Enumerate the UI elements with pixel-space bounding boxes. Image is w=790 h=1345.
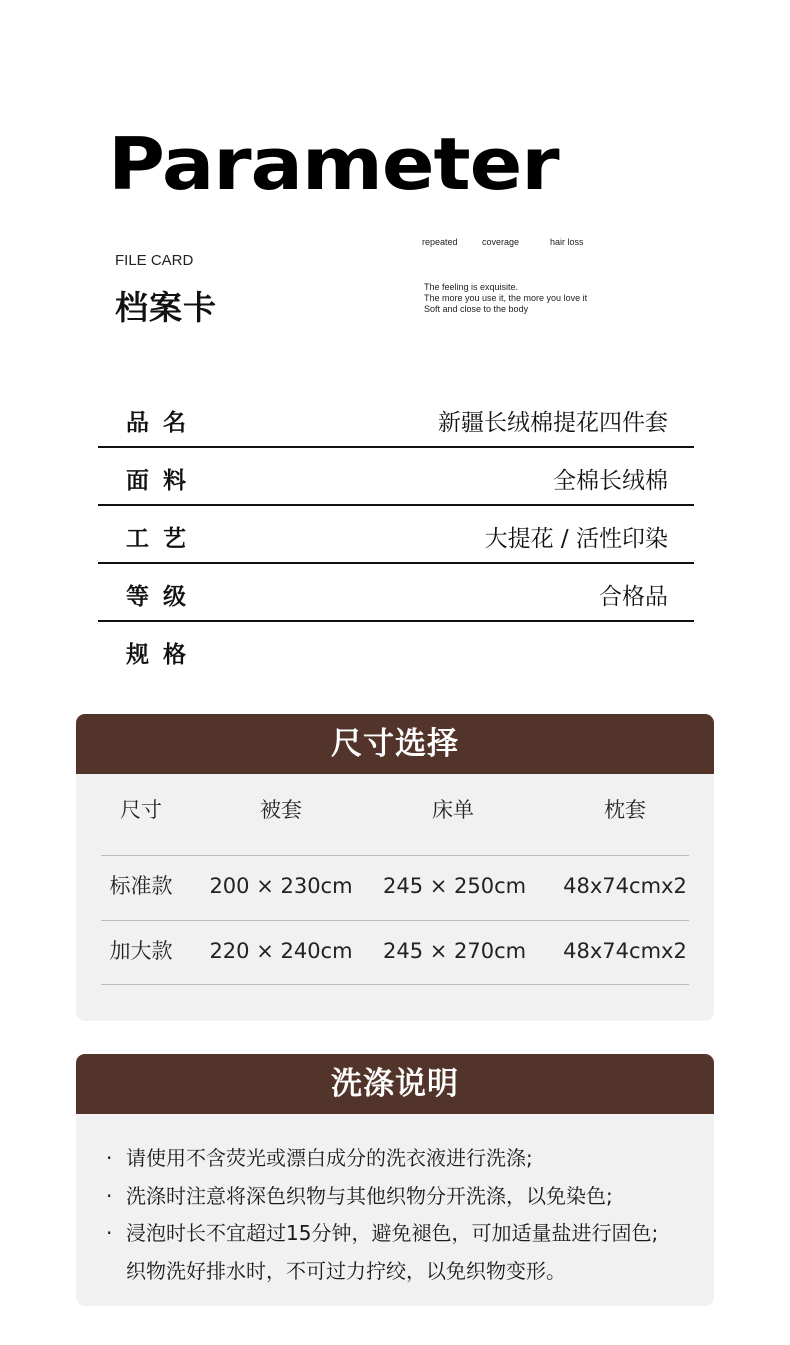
tag-hair-loss: hair loss [550, 237, 584, 247]
param-value: 大提花 / 活性印染 [484, 526, 668, 552]
list-item-text: 织物洗好排水时，不可过力拧绞，以免织物变形。 [126, 1258, 566, 1283]
param-label: 等级 [126, 584, 200, 610]
param-label: 规格 [126, 642, 200, 668]
param-value: 新疆长绒棉提花四件套 [438, 410, 668, 436]
slogan-line: Soft and close to the body [424, 304, 529, 314]
table-cell: 48x74cmx2 [563, 874, 687, 898]
param-value: 全棉长绒棉 [553, 468, 668, 494]
tag-repeated: repeated [422, 237, 458, 247]
size-table [101, 796, 689, 985]
wash-list [106, 1140, 658, 1290]
list-item [106, 1253, 658, 1291]
size-selection-card [76, 714, 714, 1021]
slogan [424, 282, 587, 315]
table-cell: 245 × 270cm [383, 939, 527, 963]
param-label: 品名 [126, 410, 200, 436]
param-row-spec [98, 622, 694, 680]
param-row-fabric [98, 448, 694, 506]
bullet: · [106, 1183, 113, 1208]
table-cell: 加大款 [109, 939, 173, 963]
bullet: · [106, 1221, 113, 1245]
tag-coverage: coverage [482, 237, 520, 247]
slogan-line: The more you use it, the more you love it [424, 293, 588, 303]
bullet: · [106, 1146, 113, 1170]
table-cell: 245 × 250cm [383, 874, 527, 898]
column-header: 枕套 [604, 798, 646, 822]
param-row-grade [98, 564, 694, 622]
table-cell: 200 × 230cm [209, 874, 353, 898]
slogan-line: The feeling is exquisite. [424, 282, 519, 292]
file-card-title: 档案卡 [115, 288, 217, 327]
column-header: 被套 [260, 798, 302, 822]
table-row [101, 920, 689, 985]
list-item [106, 1140, 658, 1178]
table-cell: 220 × 240cm [209, 939, 353, 963]
page-title: Parameter [108, 122, 559, 206]
param-row-craft [98, 506, 694, 564]
file-card-label: FILE CARD [115, 252, 194, 269]
list-item-text: 洗涤时注意将深色织物与其他织物分开洗涤，以免染色; [126, 1183, 613, 1208]
list-item-text: 请使用不含荧光或漂白成分的洗衣液进行洗涤; [126, 1146, 533, 1170]
table-header [101, 796, 689, 855]
column-header: 床单 [432, 798, 474, 822]
size-section-title: 尺寸选择 [76, 714, 714, 774]
list-item [106, 1178, 658, 1216]
param-value: 合格品 [599, 584, 668, 610]
param-row-name [98, 390, 694, 448]
table-row [101, 855, 689, 920]
table-cell: 标准款 [109, 874, 173, 898]
param-label: 工艺 [126, 526, 200, 552]
list-item [106, 1215, 658, 1253]
table-cell: 48x74cmx2 [563, 939, 687, 963]
param-label: 面料 [126, 468, 200, 494]
washing-instructions-card [76, 1054, 714, 1306]
parameter-list [98, 390, 694, 680]
wash-section-title: 洗涤说明 [76, 1054, 714, 1114]
list-item-text: 浸泡时长不宜超过15分钟，避免褪色，可加适量盐进行固色; [126, 1221, 659, 1245]
column-header: 尺寸 [120, 798, 162, 822]
